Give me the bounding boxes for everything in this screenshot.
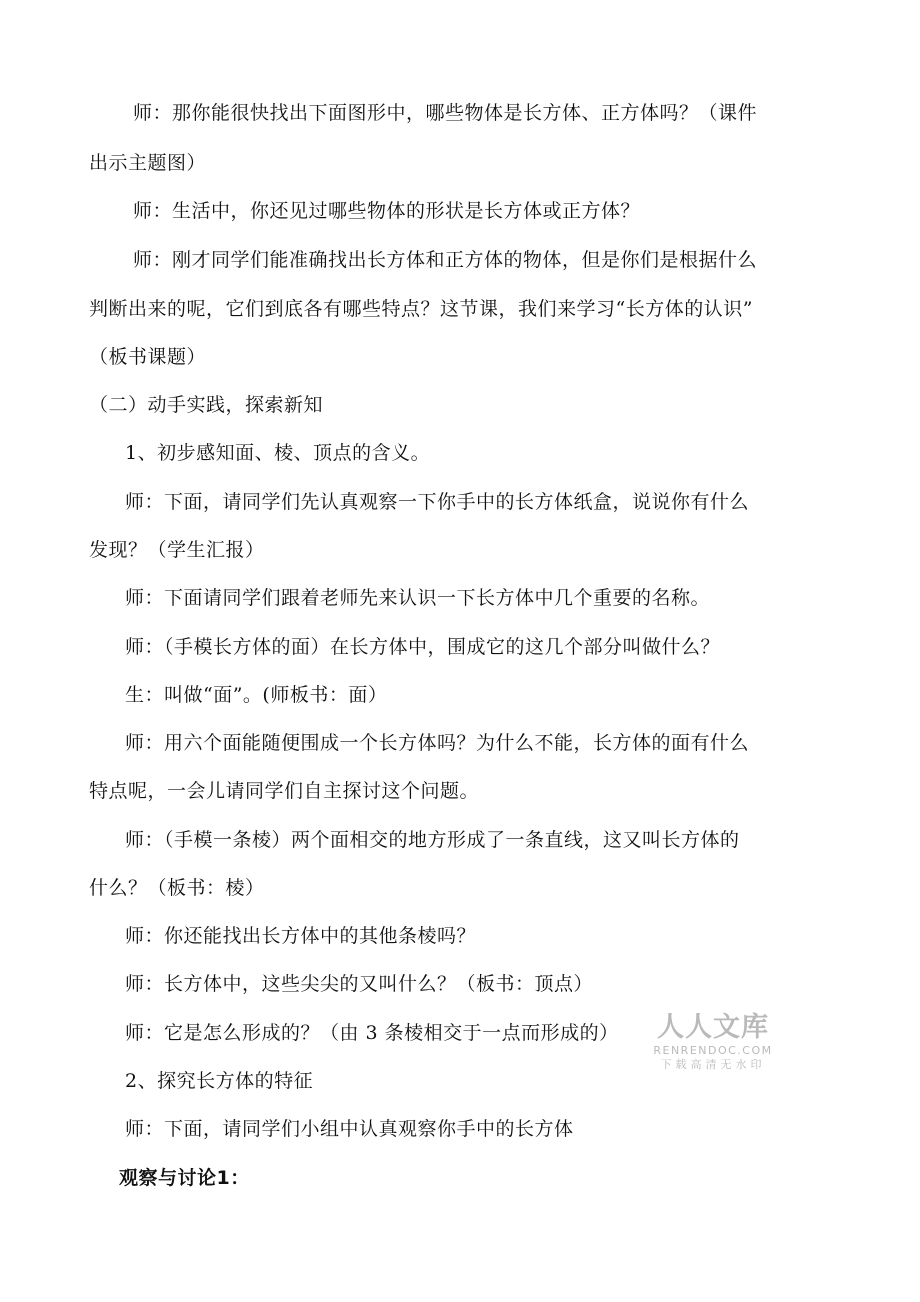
text-line: 师：（手模一条棱）两个面相交的地方形成了一条直线，这又叫长方体的 [125, 829, 740, 851]
discussion-heading: 观察与讨论1： [119, 1167, 250, 1189]
text-line: 师：刚才同学们能准确找出长方体和正方体的物体，但是你们是根据什么 [133, 249, 758, 271]
text-line: 什么？（板书：棱） [89, 877, 265, 899]
text-line: 师：长方体中，这些尖尖的又叫什么？（板书：顶点） [125, 973, 594, 995]
text-line: 师：下面请同学们跟着老师先来认识一下长方体中几个重要的名称。 [125, 587, 711, 609]
text-line: 师：下面，请同学们先认真观察一下你手中的长方体纸盒，说说你有什么 [125, 491, 750, 513]
text-line: 师：那你能很快找出下面图形中，哪些物体是长方体、正方体吗？（课件 [133, 102, 758, 124]
text-line: 师：下面，请同学们小组中认真观察你手中的长方体 [125, 1118, 574, 1140]
watermark [648, 1012, 778, 1084]
text-line: 师：生活中，你还见过哪些物体的形状是长方体或正方体？ [133, 200, 641, 222]
text-line: 师：你还能找出长方体中的其他条棱吗？ [125, 925, 477, 947]
section-heading: （二）动手实践，探索新知 [89, 394, 324, 416]
text-line: 师：用六个面能随便围成一个长方体吗？为什么不能，长方体的面有什么 [125, 732, 750, 754]
subsection-heading: 2、探究长方体的特征 [125, 1070, 314, 1092]
text-line: （板书课题） [89, 346, 207, 368]
text-line: 判断出来的呢，它们到底各有哪些特点？这节课，我们来学习“长方体的认识” [89, 298, 753, 320]
text-line: 师：（手模长方体的面）在长方体中，围成它的这几个部分叫做什么？ [125, 636, 721, 658]
text-line: 生：叫做“面”。(师板书：面） [125, 684, 388, 706]
text-line: 发现？（学生汇报） [89, 539, 265, 561]
watermark-domain: RENRENDOC.COM [653, 1044, 773, 1057]
watermark-slogan: 下载高清无水印 [660, 1058, 766, 1071]
watermark-logo: 人人文库 [657, 1012, 769, 1043]
subsection-heading: 1、初步感知面、棱、顶点的含义。 [125, 442, 431, 464]
text-line: 师：它是怎么形成的？（由 3 条棱相交于一点而形成的） [125, 1022, 619, 1044]
text-line: 特点呢，一会儿请同学们自主探讨这个问题。 [89, 780, 480, 802]
text-line: 出示主题图） [89, 152, 207, 174]
